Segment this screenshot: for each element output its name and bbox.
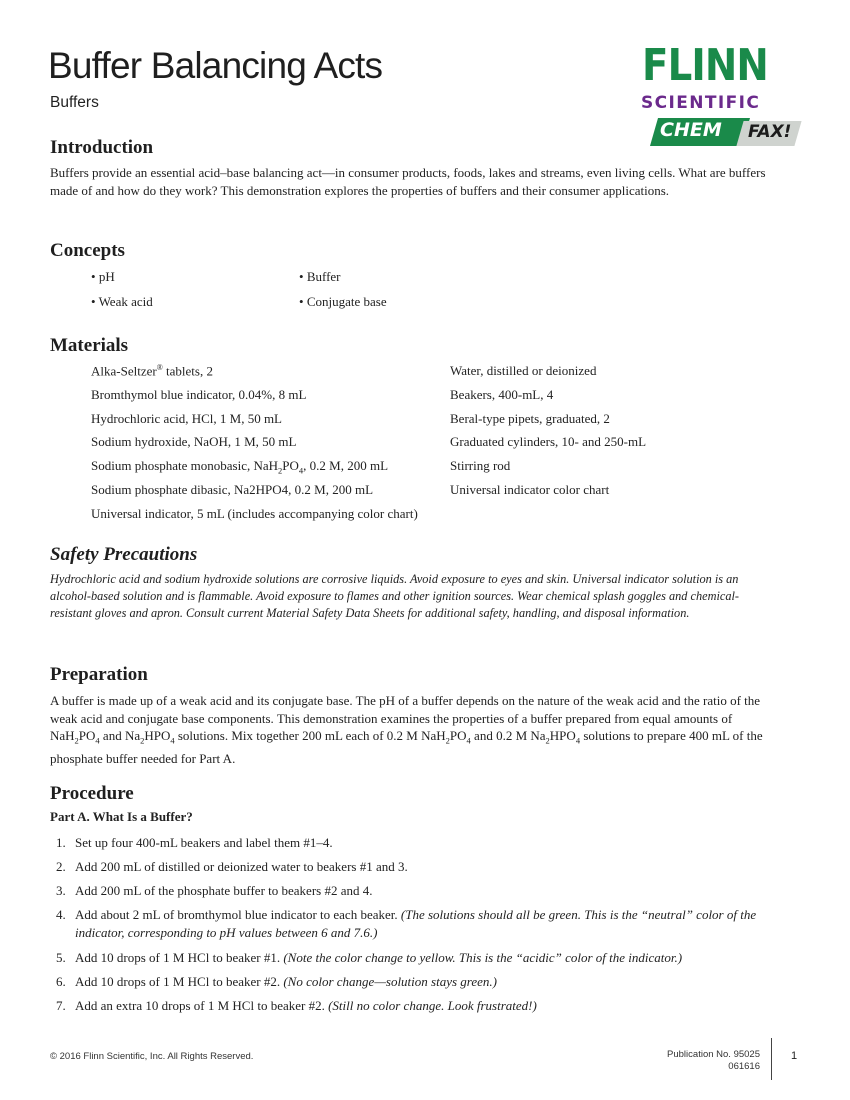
preparation-text: A buffer is made up of a weak acid and its conjugate base. The pH of a buffer depends on the nature of the weak acid and the ratio of the weak acid and conjugate base components. This demonstration examines the properties of a buffer prepared from equal amounts of $NaH_2PO_4$ and $Na_2HPO_4$ solutions. Mix together 200 mL each of 0.2 M $NaH_2PO_4$ and 0.2 M $Na_2HPO_4$ solutions to prepare 400 mL of the phosphate buffer needed for Part A. — [50, 693, 763, 767]
page-title: Buffer Balancing Acts — [48, 45, 383, 86]
material-item: Universal indicator color chart — [450, 482, 610, 497]
publication-number: Publication No. 95025 — [667, 1049, 760, 1060]
publication-code: 061616 — [728, 1061, 760, 1072]
step-text: Add 200 mL of distilled or deionized water to beakers #1 and 3. — [75, 859, 408, 874]
step-text: Add an extra 10 drops of 1 M HCl to beaker #2. — [75, 998, 329, 1013]
material-item: Universal indicator, 5 mL (includes accompanying color chart) — [91, 506, 418, 521]
footer-divider — [771, 1038, 772, 1080]
step-note: (No color change—solution stays green.) — [283, 974, 497, 989]
part-a-heading: Part A. What Is a Buffer? — [50, 809, 193, 824]
step-number: 7. — [56, 998, 66, 1013]
step-text: Add 200 mL of the phosphate buffer to beakers #2 and 4. — [75, 883, 373, 898]
badge-fax-text: FAX! — [748, 122, 792, 142]
safety-heading: Safety Precautions — [50, 544, 198, 565]
material-item: Alka-Seltzer® tablets, 2 — [91, 363, 213, 379]
material-item: Beral-type pipets, graduated, 2 — [450, 411, 610, 426]
footer-copyright: © 2016 Flinn Scientific, Inc. All Rights Reserved. — [50, 1051, 254, 1062]
concepts-heading: Concepts — [50, 240, 125, 261]
material-item: Sodium hydroxide, NaOH, 1 M, 50 mL — [91, 434, 297, 449]
concept-item-label: Conjugate base — [306, 294, 387, 309]
introduction-heading: Introduction — [50, 137, 154, 158]
material-item: Beakers, 400-mL, 4 — [450, 387, 554, 402]
page-number: 1 — [791, 1050, 798, 1062]
step-note: (Note the color change to yellow. This is the “acidic” color of the indicator.) — [283, 950, 683, 965]
logo-brand-sub: SCIENTIFIC — [641, 93, 761, 113]
concept-item: • Conjugate base — [299, 294, 387, 309]
material-item: Hydrochloric acid, HCl, 1 M, 50 mL — [91, 411, 282, 426]
page-subtitle: Buffers — [50, 94, 99, 111]
concept-item-label: Buffer — [306, 269, 341, 284]
step-note: (Still no color change. Look frustrated!) — [328, 998, 537, 1013]
material-item: Sodium phosphate monobasic, $NaH_2PO_4$, 0.2 M, 200 mL — [91, 458, 389, 476]
material-item: Graduated cylinders, 10- and 250-mL — [450, 434, 647, 449]
logo-brand: FLINN — [642, 40, 768, 91]
concept-item: • Weak acid — [91, 294, 153, 309]
flinn-logo — [640, 40, 810, 152]
materials-heading: Materials — [50, 335, 129, 356]
step-number: 6. — [56, 974, 66, 989]
step-number: 5. — [56, 950, 66, 965]
material-item: Bromthymol blue indicator, 0.04%, 8 mL — [91, 387, 307, 402]
concept-item: • Buffer — [299, 269, 341, 284]
step-number: 4. — [56, 907, 66, 922]
step-number: 1. — [56, 835, 66, 850]
step-text: Add about 2 mL of bromthymol blue indicator to each beaker. — [75, 907, 401, 922]
material-item: Sodium phosphate dibasic, Na2HPO4, 0.2 M, 200 mL — [91, 482, 374, 497]
badge-chem-text: CHEM — [660, 119, 722, 141]
introduction-text: Buffers provide an essential acid–base balancing act—in consumer products, foods, lakes and streams, even living cells. What are buffers made of and how do they work? This demonstration explores the properties of buffers and their consumer applications. — [50, 165, 766, 198]
material-item: Stirring rod — [450, 458, 511, 473]
material-item: Water, distilled or deionized — [450, 363, 597, 378]
step-note: (The solutions should all be green. This is the “neutral” color of the indicator, corresponding to pH values between 6 and 7.6.) — [75, 907, 757, 940]
step-number: 2. — [56, 859, 66, 874]
step-number: 3. — [56, 883, 66, 898]
concept-item: • pH — [91, 269, 115, 284]
concept-item-label: pH — [98, 269, 115, 284]
step-text: Add 10 drops of 1 M HCl to beaker #2. — [75, 974, 284, 989]
step-text: Set up four 400-mL beakers and label them #1–4. — [75, 835, 333, 850]
preparation-heading: Preparation — [50, 664, 148, 685]
safety-text: Hydrochloric acid and sodium hydroxide solutions are corrosive liquids. Avoid exposure to eyes and skin. Universal indicator solution is an alcohol-based solution and is flammable. Avoid exposure to flames and other ignition sources. Wear chemical splash goggles and chemical-resistant gloves and apron. Consult current Material Safety Data Sheets for additional safety, handling, and disposal information. — [50, 572, 740, 621]
concept-item-label: Weak acid — [98, 294, 153, 309]
footer-publication — [667, 1049, 760, 1073]
chemfax-badge — [654, 118, 804, 150]
step-text: Add 10 drops of 1 M HCl to beaker #1. — [75, 950, 284, 965]
procedure-heading: Procedure — [50, 783, 134, 804]
